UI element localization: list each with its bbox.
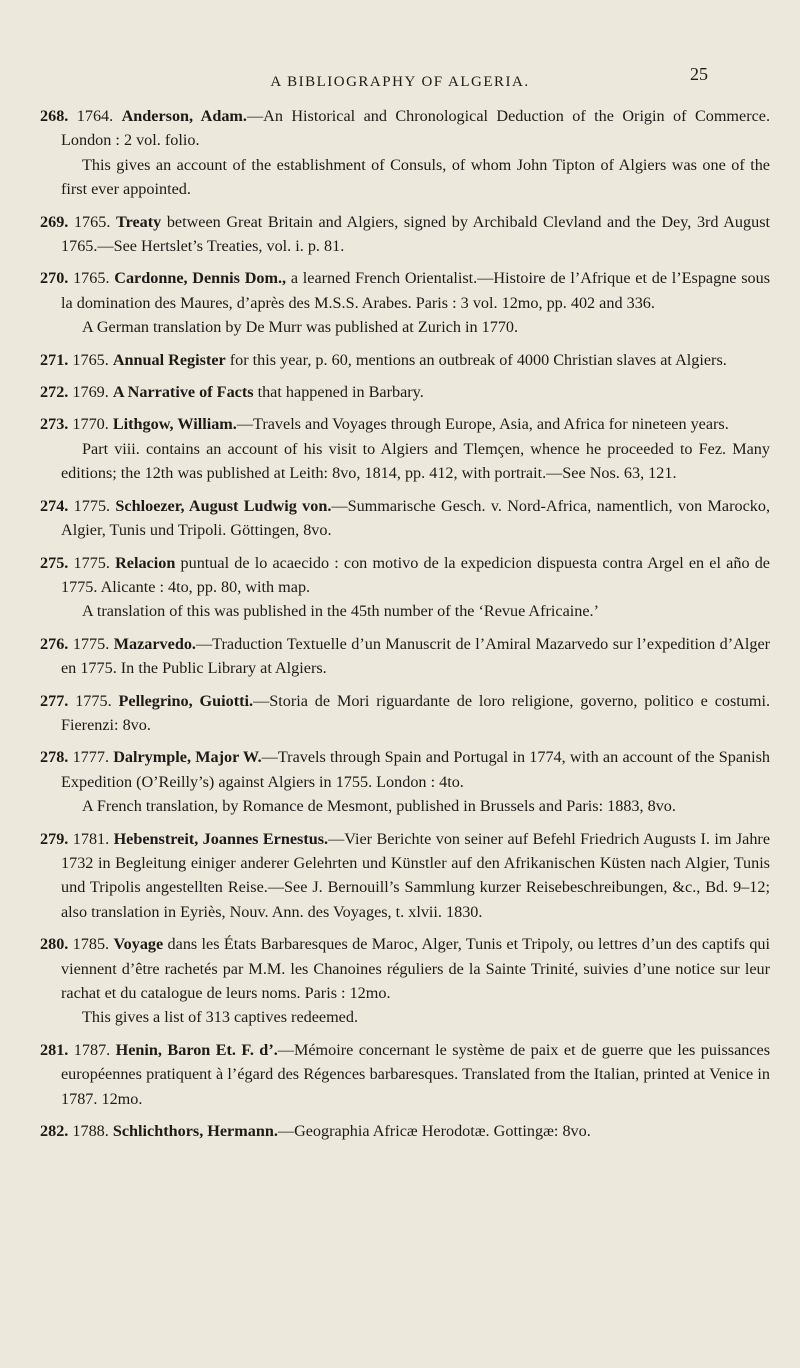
entry-author: Hebenstreit, Joannes Ernestus. — [113, 829, 329, 848]
entry-description: —Travels and Voyages through Europe, Asia, and Africa for nineteen years. — [236, 415, 729, 434]
entry-author: Relacion — [115, 553, 176, 572]
entry-text — [40, 1038, 770, 1111]
entry-year: 1775. — [73, 553, 110, 572]
bibliography-entry — [40, 494, 770, 543]
entry-year: 1781. — [72, 829, 110, 848]
entry-number: 275. — [40, 553, 69, 572]
entry-year: 1787. — [73, 1040, 111, 1059]
entry-author: A Narrative of Facts — [112, 383, 254, 402]
entry-year: 1769. — [72, 383, 109, 402]
entry-number: 272. — [40, 383, 69, 402]
entry-text — [40, 494, 770, 543]
entry-author: Annual Register — [112, 350, 226, 369]
entry-text — [40, 348, 770, 372]
entry-text — [40, 932, 770, 1005]
entry-number: 271. — [40, 350, 69, 369]
entry-note: This gives an account of the establishment of Consuls, of whom John Tipton of Algiers was one of the first ever appointed. — [61, 155, 770, 199]
entry-author: Lithgow, William. — [112, 415, 237, 434]
bibliography-entry — [40, 632, 770, 681]
entry-number: 276. — [40, 634, 69, 653]
entry-author: Dalrymple, Major W. — [113, 748, 262, 767]
bibliography-entry — [40, 266, 770, 339]
page-number: 25 — [690, 64, 708, 84]
entry-description: —Travels through Spain and Portugal in 1774, with an account of the Spanish Expedition (O’Reilly’s) against Algiers in 1755. London : 4to. — [61, 748, 771, 791]
entry-description: —Geographia Africæ Herodotæ. Gottingæ: 8vo. — [277, 1122, 591, 1141]
entry-number: 279. — [40, 829, 69, 848]
bibliography-entry — [40, 1119, 770, 1143]
entry-year: 1785. — [72, 935, 110, 954]
entry-number: 274. — [40, 496, 69, 515]
entry-number: 273. — [40, 415, 69, 434]
entry-text — [40, 1119, 770, 1143]
entry-description: —Vier Berichte von seiner auf Befehl Friedrich Augusts I. im Jahre 1732 in Begleitung einiger anderer Gelehrten und Künstler auf den Afrikanischen Küsten nach Algier, Tunis und Tripolis angestellten Reise.—See J. Bernouill’s Sammlung kurzer Reisebeschreibungen, &c., Bd. 9–12; also translation in Eyriès, Nouv. Ann. des Voyages, t. xlvii. 1830. — [61, 829, 770, 921]
entry-number: 268. — [40, 107, 69, 125]
entry-text — [40, 689, 770, 738]
entry-text — [40, 210, 770, 259]
entry-text — [40, 412, 770, 436]
entry-author: Treaty — [115, 212, 162, 231]
entry-number: 280. — [40, 935, 69, 954]
entry-text — [40, 551, 770, 600]
entry-description: —Traduction Textuelle d’un Manuscrit de l’Amiral Mazarvedo sur l’expedition d’Alger en 1775. In the Public Library at Algiers. — [61, 634, 771, 678]
bibliography-entry — [40, 689, 770, 738]
entry-year: 1765. — [72, 350, 109, 369]
entry-year: 1777. — [72, 748, 109, 767]
entry-text — [40, 104, 770, 153]
bibliography-entry — [40, 932, 770, 1030]
entry-number: 269. — [40, 212, 69, 231]
entry-year: 1788. — [72, 1122, 109, 1141]
entry-number: 278. — [40, 748, 69, 767]
bibliography-entry — [40, 551, 770, 624]
entry-author: Pellegrino, Guiotti. — [118, 691, 254, 710]
entry-note: Part viii. contains an account of his visit to Algiers and Tlemçen, whence he proceeded to Fez. Many editions; the 12th was published at Leith: 8vo, 1814, pp. 412, with portrait.—See Nos. 63, 121. — [61, 439, 770, 483]
entry-text — [40, 380, 770, 404]
entry-author: Cardonne, Dennis Dom., — [114, 269, 287, 288]
bibliography-entry — [40, 745, 770, 818]
entry-note: A translation of this was published in the 45th number of the ‘Revue Africaine.’ — [82, 602, 599, 621]
entry-author: Henin, Baron Et. F. d’. — [115, 1040, 278, 1059]
bibliography-entry — [40, 210, 770, 259]
entry-description: that happened in Barbary. — [253, 383, 424, 402]
entry-year: 1770. — [72, 415, 109, 434]
entry-description: between Great Britain and Algiers, signed by Archibald Clevland and the Dey, 3rd August 1765.—See Hertslet’s Treaties, vol. i. p. 81. — [61, 212, 770, 256]
entry-description: puntual de lo acaecido : con motivo de la expedicion dispuesta contra Argel en el año de 1775. Alicante : 4to, pp. 80, with map. — [61, 553, 770, 596]
entry-author: Voyage — [113, 935, 164, 954]
entry-description: —Mémoire concernant le système de paix et de guerre que les puissances européennes pratiquent à l’égard des Régences barbaresques. Translated from the Italian, printed at Venice in 1787. 12mo. — [61, 1040, 771, 1108]
entry-text — [40, 745, 770, 794]
entry-number: 270. — [40, 269, 69, 288]
running-head: A BIBLIOGRAPHY OF ALGERIA. — [270, 74, 530, 90]
entry-note: This gives a list of 313 captives redeemed. — [82, 1008, 359, 1027]
bibliography-entry — [40, 380, 770, 404]
entry-author: Schloezer, August Ludwig von. — [115, 496, 332, 515]
bibliography-entries — [40, 104, 770, 1151]
entry-year: 1775. — [72, 634, 110, 653]
entry-year: 1765. — [73, 212, 111, 231]
entry-note: A French translation, by Romance de Mesmont, published in Brussels and Paris: 1883, 8vo. — [82, 797, 676, 816]
entry-description: for this year, p. 60, mentions an outbreak of 4000 Christian slaves at Algiers. — [225, 350, 727, 369]
entry-number: 282. — [40, 1122, 69, 1141]
bibliography-entry — [40, 104, 770, 202]
entry-description: —Summarische Gesch. v. Nord-Africa, namentlich, von Marocko, Algier, Tunis und Tripoli. Göttingen, 8vo. — [61, 496, 770, 540]
entry-year: 1775. — [75, 691, 112, 710]
entry-year: 1765. — [73, 269, 110, 288]
bibliography-entry — [40, 1038, 770, 1111]
entry-author: Mazarvedo. — [113, 634, 196, 653]
entry-text — [40, 827, 770, 925]
entry-text — [40, 266, 770, 315]
entry-note: A German translation by De Murr was published at Zurich in 1770. — [82, 318, 519, 337]
bibliography-entry — [40, 412, 770, 485]
entry-author: Anderson, Adam. — [121, 107, 247, 125]
entry-text — [40, 632, 770, 681]
entry-description: a learned French Orientalist.—Histoire de l’Afrique et de l’Espagne sous la domination des Maures, d’après des M.S.S. Arabes. Paris : 3 vol. 12mo, pp. 402 and 336. — [61, 269, 771, 312]
entry-number: 277. — [40, 691, 69, 710]
bibliography-entry — [40, 827, 770, 925]
entry-number: 281. — [40, 1040, 69, 1059]
entry-description: —Storia de Mori riguardante de loro religione, governo, politico e costumi. Fierenzi: 8vo. — [61, 691, 770, 734]
entry-author: Schlichthors, Hermann. — [112, 1122, 278, 1141]
entry-description: —An Historical and Chronological Deduction of the Origin of Commerce. London : 2 vol. folio. — [61, 107, 771, 150]
bibliography-entry — [40, 348, 770, 372]
entry-year: 1775. — [73, 496, 111, 515]
entry-year: 1764. — [76, 107, 114, 125]
entry-description: dans les États Barbaresques de Maroc, Alger, Tunis et Tripoly, ou lettres d’un des captifs qui viennent d’être rachetés par M.M. les Chanoines réguliers de la Sainte Trinité, suivies d’une notice sur leur rachat et du catalogue de leurs noms. Paris : 12mo. — [61, 935, 771, 1002]
